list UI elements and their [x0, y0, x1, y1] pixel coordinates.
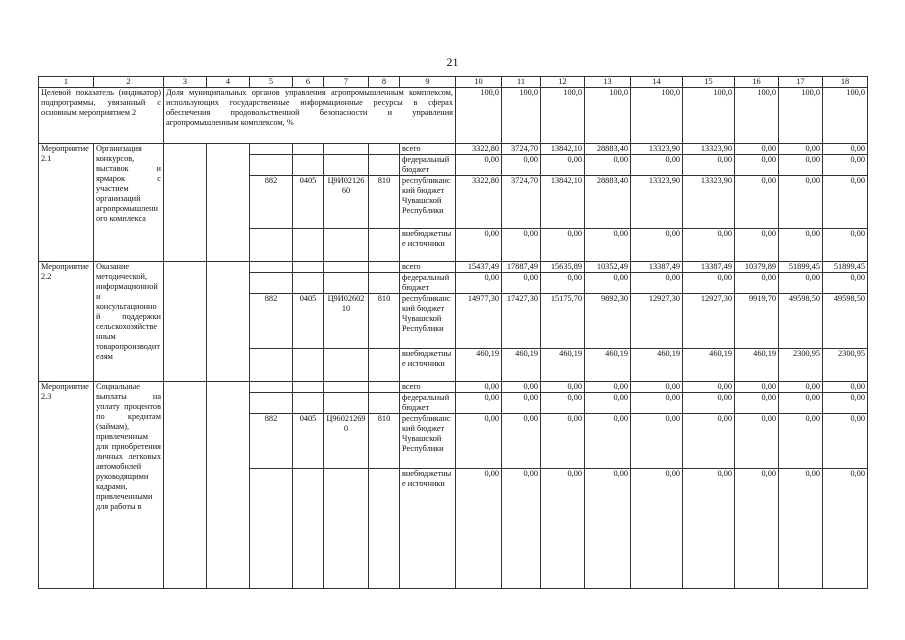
budget-row	[39, 382, 868, 393]
budget-value: 0,00	[541, 273, 585, 294]
budget-value: 15175,70	[541, 294, 585, 349]
empty-cell	[324, 382, 369, 393]
empty-cell	[250, 144, 293, 155]
budget-value: 9919,70	[735, 294, 779, 349]
budget-value: 0,00	[779, 144, 823, 155]
budget-value: 0,00	[823, 393, 868, 414]
funding-source: всего	[400, 382, 456, 393]
rz-code: 0405	[293, 294, 324, 349]
budget-value: 0,00	[683, 414, 735, 469]
column-number: 9	[400, 77, 456, 88]
budget-value: 0,00	[823, 176, 868, 229]
measure-id: Мероприятие 2.3	[39, 382, 94, 589]
funding-source: республиканский бюджет Чувашской Республики	[400, 176, 456, 229]
indicator-value: 100,0	[735, 88, 779, 144]
budget-value: 460,19	[456, 349, 502, 382]
budget-value: 13323,90	[631, 176, 683, 229]
budget-value: 13323,90	[683, 144, 735, 155]
vr-code: 810	[369, 414, 400, 469]
budget-value: 0,00	[823, 273, 868, 294]
budget-value: 0,00	[735, 176, 779, 229]
column-number: 17	[779, 77, 823, 88]
budget-value: 3322,80	[456, 144, 502, 155]
empty-cell	[369, 155, 400, 176]
funding-source: федеральный бюджет	[400, 393, 456, 414]
column-number: 12	[541, 77, 585, 88]
budget-value: 460,19	[683, 349, 735, 382]
empty-cell	[369, 393, 400, 414]
budget-row	[39, 144, 868, 155]
budget-value: 460,19	[541, 349, 585, 382]
budget-value: 0,00	[823, 155, 868, 176]
budget-value: 0,00	[541, 382, 585, 393]
indicator-value: 100,0	[823, 88, 868, 144]
indicator-value: 100,0	[541, 88, 585, 144]
empty-cell	[250, 155, 293, 176]
budget-table	[38, 76, 868, 589]
empty-cell	[369, 229, 400, 262]
empty-cell	[324, 273, 369, 294]
budget-value: 28883,40	[585, 176, 631, 229]
column-number: 14	[631, 77, 683, 88]
page-number: 21	[446, 55, 459, 69]
budget-value: 0,00	[735, 393, 779, 414]
csr-code: Ц960212690	[324, 414, 369, 469]
vr-code: 810	[369, 294, 400, 349]
budget-value: 3322,80	[456, 176, 502, 229]
budget-value: 2300,95	[823, 349, 868, 382]
empty-cell	[250, 229, 293, 262]
empty-cell	[250, 273, 293, 294]
budget-value: 0,00	[823, 229, 868, 262]
budget-value: 0,00	[502, 273, 541, 294]
column-number: 3	[164, 77, 207, 88]
column-number: 13	[585, 77, 631, 88]
budget-value: 0,00	[683, 393, 735, 414]
column-number: 11	[502, 77, 541, 88]
budget-value: 0,00	[585, 155, 631, 176]
budget-value: 0,00	[683, 469, 735, 589]
budget-value: 51899,45	[823, 262, 868, 273]
funding-source: внебюджетные источники	[400, 349, 456, 382]
budget-value: 0,00	[585, 414, 631, 469]
budget-value: 49598,50	[823, 294, 868, 349]
budget-row	[39, 262, 868, 273]
budget-value: 13323,90	[631, 144, 683, 155]
column-number: 4	[207, 77, 250, 88]
column-number: 16	[735, 77, 779, 88]
budget-value: 0,00	[683, 382, 735, 393]
column-number: 1	[39, 77, 94, 88]
budget-value: 0,00	[735, 144, 779, 155]
funding-source: федеральный бюджет	[400, 273, 456, 294]
budget-value: 0,00	[823, 469, 868, 589]
budget-value: 9892,30	[585, 294, 631, 349]
budget-value: 28883,40	[585, 144, 631, 155]
budget-value: 14977,30	[456, 294, 502, 349]
indicator-value: 100,0	[683, 88, 735, 144]
budget-value: 0,00	[735, 414, 779, 469]
empty-cell	[369, 144, 400, 155]
budget-value: 0,00	[735, 469, 779, 589]
empty-cell	[324, 469, 369, 589]
budget-value: 0,00	[541, 414, 585, 469]
measure-id: Мероприятие 2.1	[39, 144, 94, 262]
budget-value: 0,00	[823, 382, 868, 393]
empty-cell	[250, 393, 293, 414]
column-number: 7	[324, 77, 369, 88]
indicator-description: Доля муниципальных органов управления агропромышленным комплексом, использующих государственные информационные ресурсы в сферах обеспечения продовольственной безопасности и управления агропромышленным комплексом, %	[164, 88, 456, 144]
column-number: 15	[683, 77, 735, 88]
empty-cell	[293, 382, 324, 393]
empty-cell	[324, 155, 369, 176]
budget-value: 0,00	[456, 414, 502, 469]
column-number: 5	[250, 77, 293, 88]
empty-cell	[250, 262, 293, 273]
empty-cell	[207, 144, 250, 262]
indicator-row	[39, 88, 868, 144]
measure-name: Социальные выплаты на уплату процентов по кредитам (займам), привлеченным для приобретения личных легковых автомобилей руководящими кадрами, привлеченными для работы в	[94, 382, 164, 589]
empty-cell	[369, 349, 400, 382]
budget-value: 13323,90	[683, 176, 735, 229]
budget-value: 0,00	[735, 382, 779, 393]
funding-source: республиканский бюджет Чувашской Республики	[400, 414, 456, 469]
empty-cell	[164, 144, 207, 262]
empty-cell	[207, 262, 250, 382]
budget-value: 460,19	[631, 349, 683, 382]
budget-value: 0,00	[631, 393, 683, 414]
budget-value: 0,00	[502, 393, 541, 414]
empty-cell	[293, 469, 324, 589]
budget-value: 0,00	[779, 469, 823, 589]
column-number: 18	[823, 77, 868, 88]
empty-cell	[293, 273, 324, 294]
budget-value: 0,00	[585, 229, 631, 262]
budget-value: 0,00	[456, 382, 502, 393]
budget-value: 49598,50	[779, 294, 823, 349]
budget-value: 0,00	[502, 155, 541, 176]
empty-cell	[164, 262, 207, 382]
budget-value: 3724,70	[502, 144, 541, 155]
indicator-value: 100,0	[456, 88, 502, 144]
funding-source: всего	[400, 262, 456, 273]
budget-value: 0,00	[779, 176, 823, 229]
indicator-value: 100,0	[585, 88, 631, 144]
budget-value: 0,00	[779, 382, 823, 393]
budget-value: 0,00	[631, 273, 683, 294]
budget-value: 13842,10	[541, 176, 585, 229]
budget-value: 0,00	[735, 155, 779, 176]
budget-value: 0,00	[735, 229, 779, 262]
empty-cell	[293, 229, 324, 262]
measure-id: Мероприятие 2.2	[39, 262, 94, 382]
budget-value: 0,00	[541, 155, 585, 176]
funding-source: всего	[400, 144, 456, 155]
budget-value: 10352,49	[585, 262, 631, 273]
grbs-code: 882	[250, 176, 293, 229]
budget-value: 0,00	[585, 273, 631, 294]
budget-value: 460,19	[502, 349, 541, 382]
empty-cell	[250, 469, 293, 589]
budget-value: 0,00	[585, 393, 631, 414]
budget-value: 12927,30	[683, 294, 735, 349]
empty-cell	[369, 273, 400, 294]
budget-value: 2300,95	[779, 349, 823, 382]
budget-value: 0,00	[779, 155, 823, 176]
empty-cell	[324, 393, 369, 414]
budget-value: 0,00	[823, 414, 868, 469]
measure-name: Организация конкурсов, выставок и ярмарок с участием организаций агропромышленного комплекса	[94, 144, 164, 262]
empty-cell	[324, 144, 369, 155]
budget-value: 0,00	[585, 469, 631, 589]
column-number: 2	[94, 77, 164, 88]
empty-cell	[250, 349, 293, 382]
empty-cell	[324, 349, 369, 382]
rz-code: 0405	[293, 414, 324, 469]
budget-value: 10379,89	[735, 262, 779, 273]
budget-value: 0,00	[541, 469, 585, 589]
empty-cell	[164, 382, 207, 589]
budget-value: 0,00	[502, 382, 541, 393]
budget-value: 0,00	[683, 273, 735, 294]
funding-source: республиканский бюджет Чувашской Республики	[400, 294, 456, 349]
grbs-code: 882	[250, 414, 293, 469]
empty-cell	[207, 382, 250, 589]
empty-cell	[293, 144, 324, 155]
empty-cell	[293, 262, 324, 273]
csr-code: Ц9И0212660	[324, 176, 369, 229]
indicator-value: 100,0	[779, 88, 823, 144]
budget-value: 0,00	[631, 414, 683, 469]
funding-source: федеральный бюджет	[400, 155, 456, 176]
budget-value: 0,00	[631, 155, 683, 176]
budget-value: 3724,70	[502, 176, 541, 229]
empty-cell	[293, 155, 324, 176]
budget-value: 0,00	[456, 273, 502, 294]
empty-cell	[250, 382, 293, 393]
budget-value: 0,00	[456, 469, 502, 589]
vr-code: 810	[369, 176, 400, 229]
budget-value: 17427,30	[502, 294, 541, 349]
budget-value: 0,00	[779, 229, 823, 262]
budget-value: 0,00	[779, 273, 823, 294]
budget-value: 13842,10	[541, 144, 585, 155]
budget-value: 460,19	[585, 349, 631, 382]
budget-value: 0,00	[502, 229, 541, 262]
budget-value: 0,00	[585, 382, 631, 393]
budget-value: 0,00	[631, 229, 683, 262]
budget-value: 0,00	[541, 393, 585, 414]
empty-cell	[369, 382, 400, 393]
indicator-label: Целевой показатель (индикатор) подпрограммы, увязанный с основным мероприятием 2	[39, 88, 164, 144]
funding-source: внебюджетные источники	[400, 229, 456, 262]
budget-value: 13387,49	[631, 262, 683, 273]
empty-cell	[369, 262, 400, 273]
measure-name: Оказание методической, информационной и консультационной поддержки сельскохозяйственным товаропроизводителям	[94, 262, 164, 382]
budget-value: 15635,89	[541, 262, 585, 273]
empty-cell	[369, 469, 400, 589]
funding-source: внебюджетные источники	[400, 469, 456, 589]
rz-code: 0405	[293, 176, 324, 229]
budget-value: 15437,49	[456, 262, 502, 273]
column-number: 8	[369, 77, 400, 88]
grbs-code: 882	[250, 294, 293, 349]
budget-value: 0,00	[779, 414, 823, 469]
empty-cell	[293, 349, 324, 382]
budget-value: 0,00	[541, 229, 585, 262]
budget-value: 0,00	[735, 273, 779, 294]
budget-value: 460,19	[735, 349, 779, 382]
column-number: 6	[293, 77, 324, 88]
budget-value: 0,00	[456, 393, 502, 414]
budget-value: 12927,30	[631, 294, 683, 349]
empty-cell	[293, 393, 324, 414]
column-number: 10	[456, 77, 502, 88]
indicator-value: 100,0	[631, 88, 683, 144]
budget-value: 13387,49	[683, 262, 735, 273]
budget-value: 0,00	[683, 229, 735, 262]
budget-value: 0,00	[631, 469, 683, 589]
column-number-row	[39, 77, 868, 88]
budget-value: 0,00	[456, 229, 502, 262]
budget-value: 0,00	[683, 155, 735, 176]
budget-value: 51899,45	[779, 262, 823, 273]
budget-value: 0,00	[456, 155, 502, 176]
empty-cell	[324, 229, 369, 262]
csr-code: Ц9И0260210	[324, 294, 369, 349]
budget-value: 17887,49	[502, 262, 541, 273]
budget-value: 0,00	[779, 393, 823, 414]
empty-cell	[324, 262, 369, 273]
budget-value: 0,00	[502, 469, 541, 589]
budget-value: 0,00	[823, 144, 868, 155]
budget-value: 0,00	[502, 414, 541, 469]
budget-value: 0,00	[631, 382, 683, 393]
indicator-value: 100,0	[502, 88, 541, 144]
